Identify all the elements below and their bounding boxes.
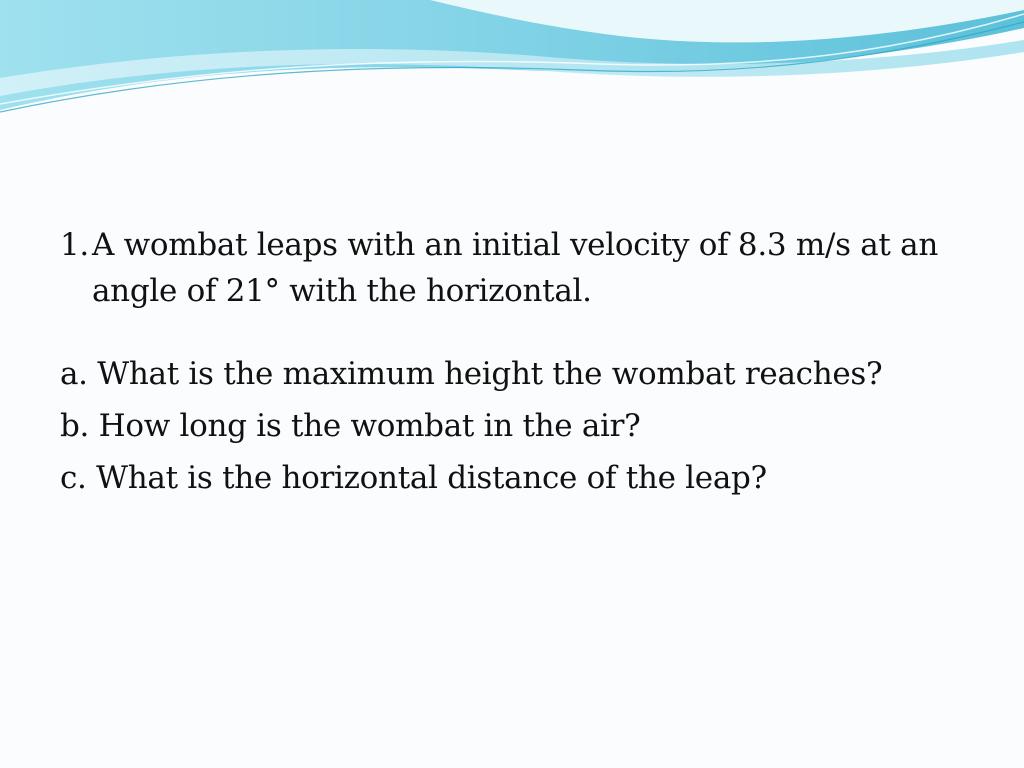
question-b: b. How long is the wombat in the air? (60, 408, 641, 444)
wave-header-decoration (0, 0, 1024, 130)
problem-statement (60, 222, 980, 314)
slide-content (60, 222, 980, 504)
problem-number: 1. (60, 227, 89, 263)
question-c: c. What is the horizontal distance of the leap? (60, 460, 767, 496)
problem-text: A wombat leaps with an initial velocity of 8.3 m/s at an angle of 21° with the horizontal. (92, 227, 938, 309)
question-a: a. What is the maximum height the wombat reaches? (60, 356, 883, 392)
